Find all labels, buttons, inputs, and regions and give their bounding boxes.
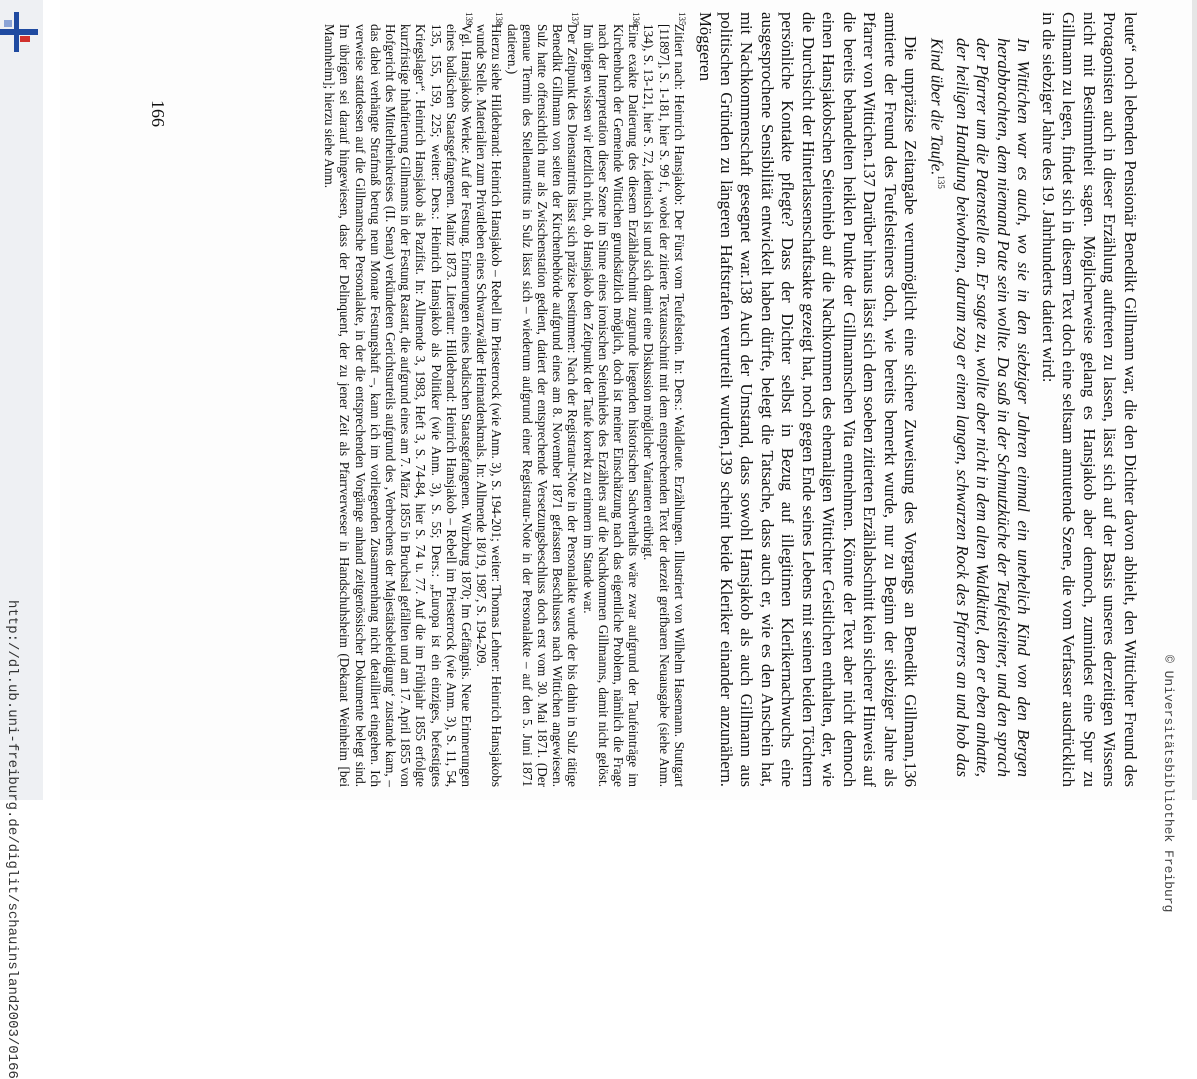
body-paragraph: Die unpräzise Zeitangabe verunmöglicht eine sichere Zuweisung des Vorgangs an Benedikt Gillmann,136 amtierte der Freund des Teufelsteiners doch, wie bereits bemerkt wurde, nur zu Beginn der siebziger Jahre als Pfarrer von Wittichen.137 Darüber hinaus lässt sich dem soeben zitierten Erzählabschnitt kein sicherer Hinweis auf die bereits behandelten heiklen Punkte der Gillmannschen Vita entnehmen. Könnte der Text aber nicht dennoch einen Hansjakobschen Seitenhieb auf die Nachkommen des ehemaligen Wittichter Geistlichen enthalten, der, wie die Durchsicht der Hinterlassenschaftsakte gezeigt hat, noch gegen Ende seines Lebens mit seinen beiden Töchtern persönliche Kontakte pflegte? Dass der Dichter selbst in Bezug auf illegitimen Klerikernachwuchs eine ausgesprochene Sensibilität entwickelt haben dürfte, belegt die Tatsache, dass auch er, wie es den Anschein hat, mit Nachkommenschaft gesegnet war.138 Auch der Umstand, dass sowohl Hansjakob als auch Gillmann aus politischen Gründen zu längeren Haftstrafen verurteilt wurden,139 scheint beide Kleriker einander anzunähern. Möggeren — [696, 12, 921, 787]
footnote-text: Vgl. Hansjakobs Werke: Auf der Festung. Erinnerungen eines badischen Staatsgefangenen. Würzburg 1870; Im Gefängnis. Neue Erinnerungen eines badischen Staatsgefangenen. Mainz 1873. Literatur: Hildebrand: Heinrich Hansjakob – Rebell im Priesterrock (wie Anm. 3), S. 11, 54, 135, 155, 159, 225; weiter: Ders.: Heinrich Hansjakob als Politiker (wie Anm. 3), S. 55; Ders.: „Europa ist ein einziges, befestigtes Kriegslager“. Heinrich Hansjakob als Pazifist. In: Allmende 3, 1983, Heft 3, S. 74-84, hier S. 74 u. 77. Auf die im Frühjahr 1855 erfolgte kurzfristige Inhaftierung Gillmanns in der Festung Rastatt, die aufgrund eines am 7. März 1855 in Bruchsal gefällten und am 17. April 1855 von Hofgericht des Mittelrheinkreises (II. Senat) verkündeten Gerichtsurteils aufgrund des ‚Verbrechens der Majestätsbeleidigung‘ zustande kam, – das dabei verhängte Strafmaß betrug neun Monate Festungshaft –, kann ich im vorliegenden Zusammenhang nicht detailliert eingehen. Ich verweise stattdessen auf die Gillmannsche Personalakte, in der die entsprechenden Vorgänge anhand zeitgenössischer Dokumente belegt sind. Im übrigen sei darauf hingewiesen, dass der Delinquent, der zu jener Zeit als Pfarrverweser in Handschuhsheim (Dekanat Weinheim [bei Mannheim]; hierzu siehe Anm. — [322, 24, 475, 787]
footnote-text: Der Zeitpunkt des Dienstantritts lässt sich präzise bestimmen: Nach der Registratur-Note in der Personalakte wurde der bis dahin in Sulz tätige Benedikt Gillmann von seiten der Kirchenbehörde aufgrund eines am 8. November 1871 gefassten Beschlusses nach Wittichen angewiesen. Sulz hatte offensichtlich nur als Zwischenstation gedient, datiert der entsprechende Versetzungsbeschluss doch erst vom 30. Mai 1871. (Der genaue Termin des Stellenantritts in Sulz lässt sich – wiederum aufgrund einer Registratur-Note in der Personalakte – auf den 5. Juni 1871 datieren.) — [504, 24, 581, 787]
page-edge — [1192, 0, 1197, 800]
quote-footnote-ref: 135 — [936, 175, 947, 189]
footnote-number: 139 — [464, 12, 475, 26]
footnote-text: Zitiert nach: Heinrich Hansjakob: Der Fürst vom Teufelstein. In: Ders.: Waldleute. Erzählungen. Illustriert von Wilhelm Hasemann. Stuttgart [11897], S. 1-181, hier S. 99 f., wobei der zitierte Textausschnitt mit dem entsprechenden Text der derzeit greifbaren Neuausgabe (siehe Anm. 134), S. 13-121, hier S. 72, identisch ist und sich damit eine Diskussion möglicher Varianten erübrigt. — [641, 24, 687, 787]
footnotes — [322, 12, 687, 787]
lead-paragraph: leute“ noch lebenden Pensionär Benedikt Gillmann war, die den Dichter davon abhielt, den Wittichter Freund des Protagonisten auch in dieser Erzählung auftreten zu lassen, lässt sich auf der Basis unseres derzeitigen Wissens nicht mit Bestimmtheit sagen. Möglicherweise gelang es Hansjakob aber dennoch, zumindest eine Spur zu Gillmann zu legen, findet sich in diesem Text doch eine seltsam anmutende Szene, die vom Verfasser ausdrücklich in die siebziger Jahre des 19. Jahrhunderts datiert wird: — [1039, 12, 1140, 787]
footnote — [504, 12, 580, 787]
footnote-number: 138 — [494, 12, 505, 26]
footnote — [474, 12, 504, 787]
footnote-number: 135 — [676, 12, 687, 26]
footnote-number: 136 — [631, 12, 642, 26]
page-number: 166 — [148, 100, 168, 127]
footnote — [322, 12, 474, 787]
viewer-sidebar — [0, 0, 43, 1079]
corner-copyright: © Universitätsbibliothek Freiburg — [1161, 655, 1176, 913]
watermark — [0, 600, 22, 1079]
watermark-url[interactable]: http://dl.ub.uni-freiburg.de/diglit/schauinsland2003/0166 — [4, 600, 20, 1079]
quote-block — [926, 12, 1033, 787]
page-text-block — [322, 12, 1140, 787]
footnote-text: Hierzu siehe Hildebrand: Heinrich Hansjakob – Rebell im Priesterrock (wie Anm. 3), S. 194-201; weiter: Thomas Lehner: Heinrich Hansjakobs wunde Stelle. Materialien zum Privatleben eines Schwarzwälder Heimatdenkmals. In: Allmende 18/19, 1987, S. 194-209. — [474, 24, 505, 787]
footnote-text: Eine exakte Datierung des diesem Erzählabschnitt zugrunde liegenden historischen Sachverhalts wäre zwar aufgrund der Taufeinträge im Kirchenbuch der Gemeinde Wittichen grundsätzlich möglich, doch ist meiner Einschätzung nach das eigentliche Problem, nämlich die Frage nach der Interpretation dieser Szene im Sinne eines ironischen Seitenhiebs des Erzählers auf die Nachkommen Gillmanns, damit nicht gelöst. Im übrigen wissen wir letztlich nicht, ob Hansjakob den Zeitpunkt der Taufe korrekt zu erinnern im Stande war. — [580, 24, 642, 787]
university-library-logo-icon — [0, 12, 38, 52]
quote-text: In Wittichen war es auch, wo sie in den siebziger Jahren einmal ein unehelich Kind von den Bergen herabbrachten, dem niemand Pate sein wollte. Da saß in der Schmutzküche der Teufelsteiner, und den sprach der Pfarrer um die Patenstelle an. Er sagte zu, wollte aber nicht in dem alten Waldkittel, den er eben anhatte, der heiligen Handlung beiwohnen, darum zog er einen langen, schwarzen Rock des Pfarrers an und hob das Kind über die Taufe. — [927, 38, 1034, 777]
footnote — [641, 12, 687, 787]
scanned-page — [60, 0, 1197, 800]
footnote — [580, 12, 641, 787]
footnote-number: 137 — [570, 12, 581, 26]
